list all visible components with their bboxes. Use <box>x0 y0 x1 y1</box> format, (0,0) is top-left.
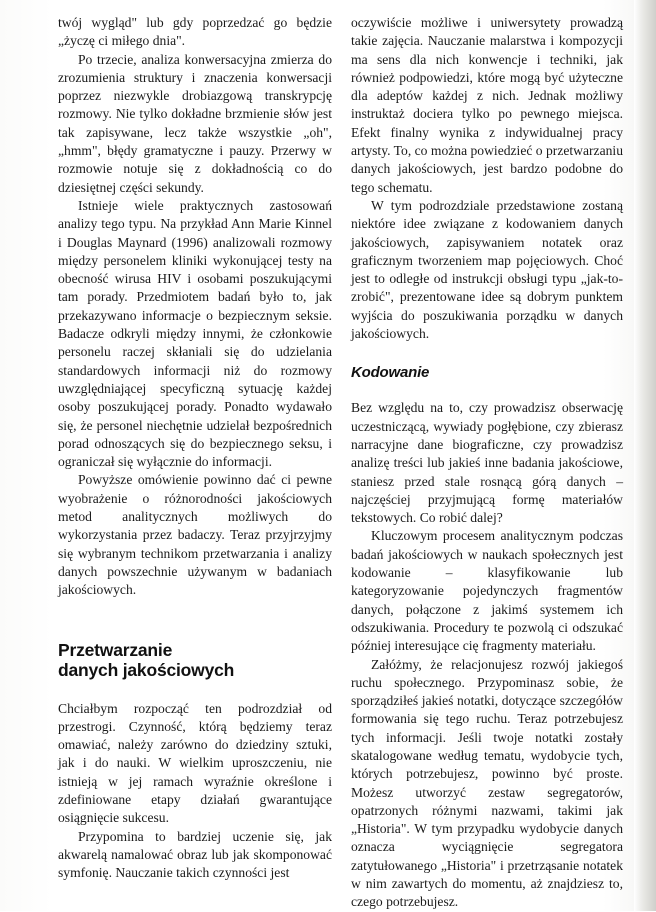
paragraph-practical-uses: Istnieje wiele praktycznych zastosowań analizy tego typu. Na przykład Ann Marie Kinnel i Douglas Maynard (1996) analizowali rozmowy między personelem kliniki wykonującej testy na obecność wirusa HIV i osobami poszukującymi tam porady. Przedmiotem badań było to, jak przekazywano informacje o bezpiecznym seksie. Badacze odkryli między innymi, że członkowie personelu raczej skłaniali się do udzielania standardowych informacji niż do rozmowy uwzględniającej specyficzną sytuację każdej osoby poszukującej porady. Ponadto wydawało się, że personel niechętnie udzielał bezpośrednich porad odnoszących się do bezpiecznego seksu, i ograniczał się wyłącznie do informacji. <box>58 197 332 470</box>
left-column <box>58 14 332 882</box>
paragraph-conversation-analysis: Po trzecie, analiza konwersacyjna zmierza do zrozumienia struktury i znaczenia konwersacji poprzez niezwykle drobiazgową transkrypcję rozmowy. Nie tylko dokładne brzmienie słów jest tak zapisywane, lecz także wszystkie „oh", „hmm", błędy gramatyczne i pauzy. Przerwy w rozmowie notuje się z dokładnością co do dziesiętnej części sekundy. <box>58 51 332 195</box>
section-heading-line2: danych jakościowych <box>58 659 235 680</box>
paragraph-warning: Chciałbym rozpocząć ten podrozdział od przestrogi. Czynność, którą będziemy teraz omawiać, należy zarówno do dziedziny sztuki, jak i do nauki. W wielkim uproszczeniu, nie istnieją w jej ramach wyraźnie określone i zdefiniowane etapy działań gwarantujące osiągnięcie sukcesu. <box>58 700 332 826</box>
right-column <box>351 14 623 912</box>
paragraph-continuation: twój wygląd" lub gdy poprzedzać go będzie „życzę ci miłego dnia". <box>58 15 332 49</box>
paragraph-art-analogy: Przypomina to bardziej uczenie się, jak akwarelą namalować obraz lub jak skomponować symfonię. Nauczanie takich czynności jest <box>58 828 332 881</box>
section-heading-processing <box>58 640 332 680</box>
paragraph-overview-summary: Powyższe omówienie powinno dać ci pewne wyobrażenie o różnorodności jakościowych metod analitycznych możliwych do wykorzystania przez badaczy. Teraz przyjrzyjmy się wybranym technikom przetwarzania i analizy danych powszechnie używanym w badaniach jakościowych. <box>58 472 332 598</box>
paragraph-teaching-art: oczywiście możliwe i uniwersytety prowadzą takie zajęcia. Nauczanie malarstwa i kompozycji ma sens dla nich konwencje i techniki, jak również podpowiedzi, które mogą być użyteczne dla adeptów każdej z nich. Jednak możliwy instruktaż dociera tylko po pewnego miejsca. Efekt finalny wynika z indywidualnej pracy artysty. To, co można powiedzieć o przetwarzaniu danych jakościowych, jest bardzo podobne do tego schematu. <box>351 15 623 195</box>
paragraph-data-mountain: Bez względu na to, czy prowadzisz obserwację uczestniczącą, wywiady pogłębione, czy zbierasz narracyjne dane biograficzne, czy prowadzisz analizę treści lub jakieś inne badania jakościowe, staniesz przed stale rosnącą górą danych – najczęściej przyjmującą formę materiałów tekstowych. Co robić dalej? <box>351 400 623 526</box>
page-edge-shadow <box>634 0 656 911</box>
paragraph-chapter-intro: W tym podrozdziale przedstawione zostaną niektóre idee związane z kodowaniem danych jakościowych, zapisywaniem notatek oraz graficznym tworzeniem map pojęciowych. Choć jest to odległe od instrukcji obsługi typu „jak-to-zrobić", prezentowane idee są dobrym punktem wyjścia do poszukiwania porządku w danych jakościowych. <box>351 197 623 342</box>
paragraph-coding-definition: Kluczowym procesem analitycznym podczas badań jakościowych w naukach społecznych jest kodowanie – klasyfikowanie lub kategoryzowanie pojedynczych fragmentów danych, połączone z jakimś systemem ich odszukiwania. Procedury te pozwolą ci odszukać później interesujące cię fragmenty materiału. <box>351 528 623 654</box>
section-heading-coding: Kodowanie <box>351 364 430 382</box>
section-heading-line1: Przetwarzanie <box>58 639 173 660</box>
paragraph-example-movement: Załóżmy, że relacjonujesz rozwój jakiegoś ruchu społecznego. Przypominasz sobie, że sporządziłeś jakieś notatki, dotyczące szczegółów formowania się tego ruchu. Teraz potrzebujesz tych informacji. Jeśli twoje notatki zostały skatalogowane według tematu, wydobycie tych, których potrzebujesz, powinno być proste. Możesz utworzyć zestaw segregatorów, opatrzonych różnymi nazwami, takimi jak „Historia". W tym przypadku wydobycie danych oznacza wyciągnięcie segregatora zatytułowanego „Historia" i przetrząsanie notatek w nim zawartych do momentu, aż znajdziesz to, czego potrzebujesz. <box>351 656 623 910</box>
